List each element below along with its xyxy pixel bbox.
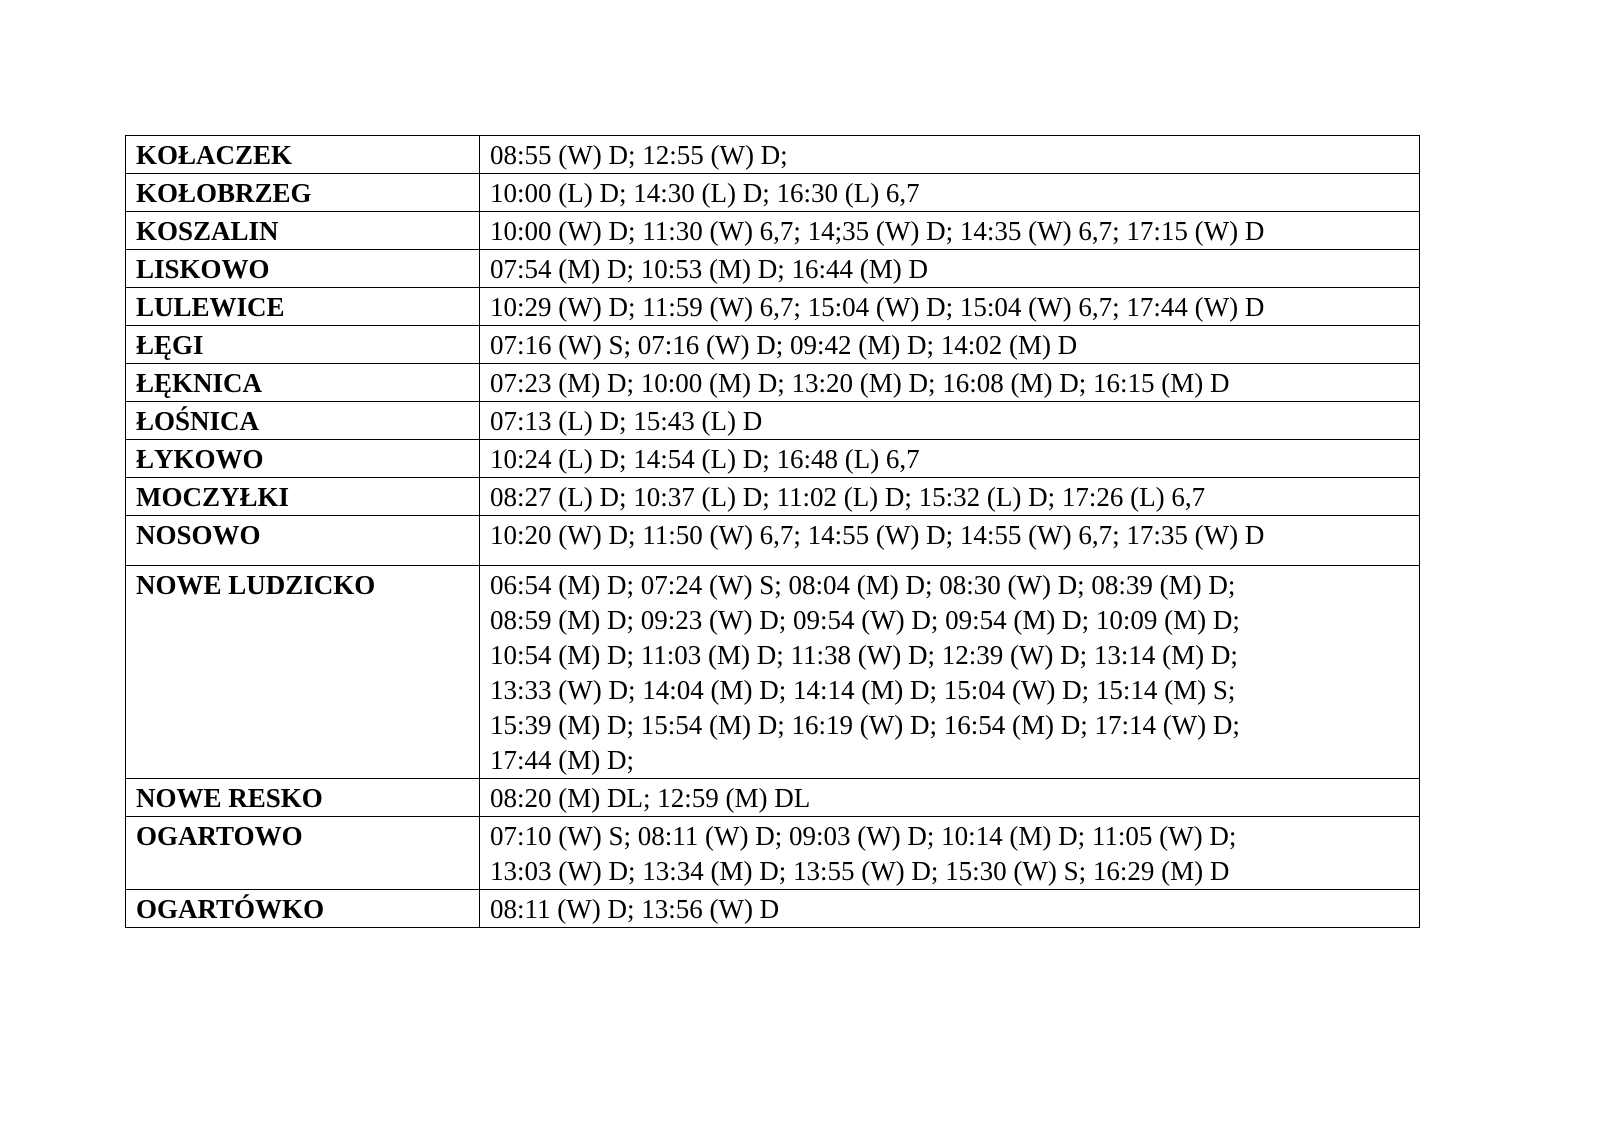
- departure-times: 08:55 (W) D; 12:55 (W) D;: [480, 136, 1420, 174]
- table-row: [126, 288, 1420, 326]
- table-row: [126, 326, 1420, 364]
- table-row: [126, 817, 1420, 890]
- departure-times: 07:10 (W) S; 08:11 (W) D; 09:03 (W) D; 10:14 (M) D; 11:05 (W) D; 13:03 (W) D; 13:34 (M) D; 13:55 (W) D; 15:30 (W) S; 16:29 (M) D: [480, 817, 1420, 890]
- departure-times: 07:54 (M) D; 10:53 (M) D; 16:44 (M) D: [480, 250, 1420, 288]
- departure-times: 08:20 (M) DL; 12:59 (M) DL: [480, 779, 1420, 817]
- table-row: [126, 250, 1420, 288]
- stop-name: NOSOWO: [126, 516, 480, 566]
- table-row: [126, 566, 1420, 779]
- departure-times: 10:29 (W) D; 11:59 (W) 6,7; 15:04 (W) D; 15:04 (W) 6,7; 17:44 (W) D: [480, 288, 1420, 326]
- table-row: [126, 779, 1420, 817]
- table-row: [126, 212, 1420, 250]
- departure-times: 10:00 (W) D; 11:30 (W) 6,7; 14;35 (W) D; 14:35 (W) 6,7; 17:15 (W) D: [480, 212, 1420, 250]
- stop-name: KOŁOBRZEG: [126, 174, 480, 212]
- departure-times: 08:27 (L) D; 10:37 (L) D; 11:02 (L) D; 15:32 (L) D; 17:26 (L) 6,7: [480, 478, 1420, 516]
- timetable: [125, 135, 1420, 928]
- stop-name: MOCZYŁKI: [126, 478, 480, 516]
- departure-times: 10:24 (L) D; 14:54 (L) D; 16:48 (L) 6,7: [480, 440, 1420, 478]
- stop-name: NOWE LUDZICKO: [126, 566, 480, 779]
- stop-name: KOSZALIN: [126, 212, 480, 250]
- departure-times: 08:11 (W) D; 13:56 (W) D: [480, 890, 1420, 928]
- table-row: [126, 516, 1420, 566]
- departure-times: 06:54 (M) D; 07:24 (W) S; 08:04 (M) D; 08:30 (W) D; 08:39 (M) D; 08:59 (M) D; 09:23 (W) D; 09:54 (W) D; 09:54 (M) D; 10:09 (M) D; 10:54 (M) D; 11:03 (M) D; 11:38 (W) D; 12:39 (W) D; 13:14 (M) D; 13:33 (W) D; 14:04 (M) D; 14:14 (M) D; 15:04 (W) D; 15:14 (M) S; 15:39 (M) D; 15:54 (M) D; 16:19 (W) D; 16:54 (M) D; 17:14 (W) D; 17:44 (M) D;: [480, 566, 1420, 779]
- table-row: [126, 478, 1420, 516]
- stop-name: ŁĘKNICA: [126, 364, 480, 402]
- table-row: [126, 890, 1420, 928]
- table-row: [126, 174, 1420, 212]
- table-row: [126, 402, 1420, 440]
- table-row: [126, 136, 1420, 174]
- stop-name: LULEWICE: [126, 288, 480, 326]
- departure-times: 07:23 (M) D; 10:00 (M) D; 13:20 (M) D; 16:08 (M) D; 16:15 (M) D: [480, 364, 1420, 402]
- table-row: [126, 364, 1420, 402]
- departure-times: 07:16 (W) S; 07:16 (W) D; 09:42 (M) D; 14:02 (M) D: [480, 326, 1420, 364]
- departure-times: 07:13 (L) D; 15:43 (L) D: [480, 402, 1420, 440]
- stop-name: NOWE RESKO: [126, 779, 480, 817]
- departure-times: 10:00 (L) D; 14:30 (L) D; 16:30 (L) 6,7: [480, 174, 1420, 212]
- table-row: [126, 440, 1420, 478]
- stop-name: ŁOŚNICA: [126, 402, 480, 440]
- stop-name: ŁYKOWO: [126, 440, 480, 478]
- stop-name: LISKOWO: [126, 250, 480, 288]
- stop-name: ŁĘGI: [126, 326, 480, 364]
- stop-name: OGARTOWO: [126, 817, 480, 890]
- departure-times: 10:20 (W) D; 11:50 (W) 6,7; 14:55 (W) D; 14:55 (W) 6,7; 17:35 (W) D: [480, 516, 1420, 566]
- stop-name: KOŁACZEK: [126, 136, 480, 174]
- stop-name: OGARTÓWKO: [126, 890, 480, 928]
